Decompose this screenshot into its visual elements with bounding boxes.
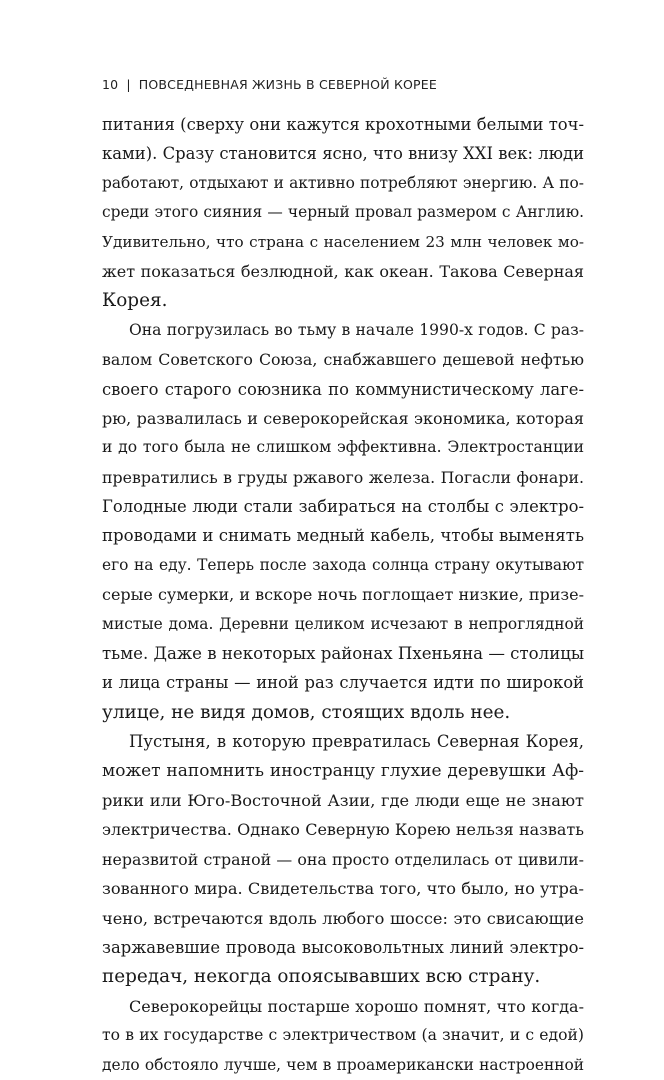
text-line: проводами и снимать медный кабель, чтобы выменять	[102, 526, 584, 546]
text-line: рики или Юго-Восточной Азии, где люди еще не знают	[102, 790, 584, 810]
text-line: заржавевшие провода высоковольтных линий электро-	[102, 937, 584, 957]
running-head	[102, 77, 437, 92]
text-line: его на еду. Теперь после захода солнца страну окутывают	[102, 555, 584, 574]
text-line: Удивительно, что страна с населением 23 млн человек мо-	[102, 232, 584, 251]
text-line: Она погрузилась во тьму в начале 1990-х годов. С раз-	[129, 320, 584, 339]
text-line: зованного мира. Свидетельства того, что было, но утра-	[102, 879, 584, 899]
text-line: валом Советского Союза, снабжавшего дешевой нефтью	[102, 350, 584, 370]
text-line: ками). Сразу становится ясно, что внизу XXI век: люди	[102, 144, 584, 164]
text-line: жет показаться безлюдной, как океан. Такова Северная	[102, 261, 584, 281]
text-line: своего старого союзника по коммунистическому лаге-	[102, 379, 584, 399]
text-line: питания (сверху они кажутся крохотными белыми точ-	[102, 115, 584, 134]
text-line: и лица страны — иной раз случается идти по широкой	[102, 673, 584, 693]
text-line: Голодные люди стали забираться на столбы с электро-	[102, 497, 584, 517]
text-line: превратились в груды ржавого железа. Погасли фонари.	[102, 467, 584, 487]
text-line: мистые дома. Деревни целиком исчезают в непроглядной	[102, 614, 584, 633]
page-number: 10	[102, 77, 119, 92]
text-line: неразвитой страной — она просто отделилась от цивили-	[102, 849, 584, 869]
text-line: серые сумерки, и вскоре ночь поглощает низкие, призе-	[102, 585, 584, 605]
text-line: может напомнить иностранцу глухие деревушки Аф-	[102, 760, 584, 781]
text-line: и до того была не слишком эффективна. Электростанции	[102, 438, 584, 457]
paragraph	[102, 992, 584, 1080]
body-text	[102, 110, 584, 1080]
text-line: дело обстояло лучше, чем в проамерикански настроенной	[102, 1055, 584, 1074]
text-line: тьме. Даже в некоторых районах Пхеньяна — столицы	[102, 644, 585, 664]
header-separator: |	[126, 77, 131, 92]
text-line: рю, развалилась и северокорейская экономика, которая	[102, 408, 584, 428]
text-line: Северокорейцы постарше хорошо помнят, что когда-	[129, 996, 584, 1016]
text-line: чено, встречаются вдоль любого шоссе: это свисающие	[102, 908, 584, 928]
paragraph	[102, 727, 584, 992]
text-line: Корея.	[102, 290, 168, 312]
text-line: улице, не видя домов, стоящих вдоль нее.	[102, 701, 511, 723]
paragraph	[102, 316, 584, 727]
text-line: среди этого сияния — черный провал размером с Англию.	[102, 203, 584, 222]
text-line: электричества. Однако Северную Корею нельзя назвать	[102, 820, 584, 840]
text-line: то в их государстве с электричеством (а значит, и с едой)	[102, 1026, 584, 1045]
running-title: ПОВСЕДНЕВНАЯ ЖИЗНЬ В СЕВЕРНОЙ КОРЕЕ	[138, 77, 437, 92]
text-line: Пустыня, в которую превратилась Северная Корея,	[129, 732, 584, 752]
text-line: работают, отдыхают и активно потребляют энергию. А по-	[102, 173, 584, 192]
paragraph	[102, 110, 584, 316]
text-line: передач, некогда опоясывавших всю страну.	[102, 966, 541, 988]
